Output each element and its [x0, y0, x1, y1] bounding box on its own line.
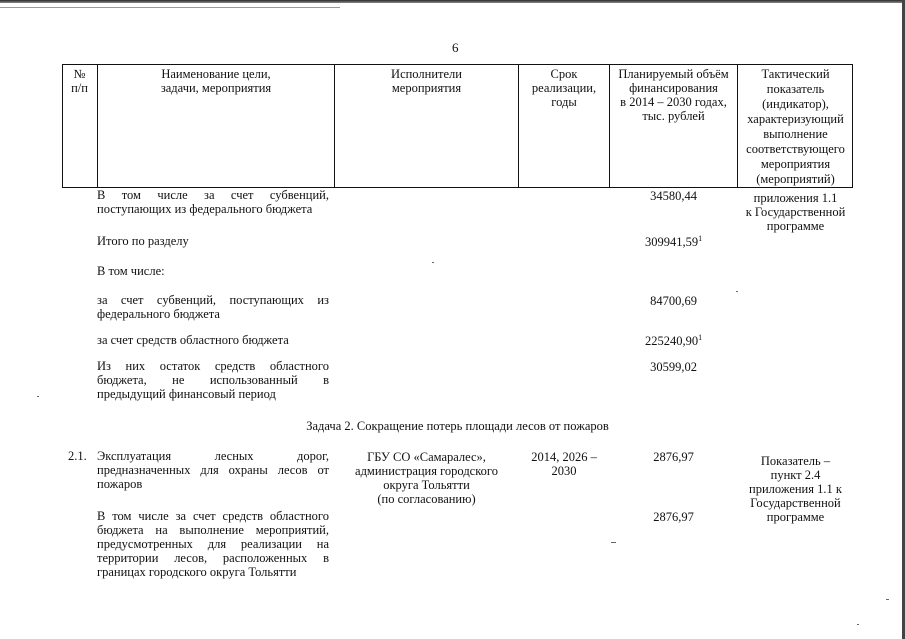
- header-executors: Исполнители мероприятия: [391, 67, 462, 95]
- task2-term: 2014, 2026 – 2030: [531, 450, 597, 478]
- scan-speck: [736, 291, 738, 292]
- row-regional-value: 225240,90: [644, 334, 699, 348]
- task2-sub-line3: предусмотренных для реализации на: [97, 537, 329, 551]
- header-indicator: Тактический показатель (индикатор), характеризующий выполнение соответствующего мероприятия (мероприятий): [746, 67, 845, 186]
- header-funding: Планируемый объём финансирования в 2014 – 2030 годах, тыс. рублей: [618, 67, 729, 123]
- header-number: № п/п: [71, 67, 88, 95]
- scan-speck: [886, 599, 889, 600]
- task2-title: Задача 2. Сокращение потерь площади лесов от пожаров: [306, 419, 609, 433]
- header-term: Срок реализации, годы: [531, 67, 597, 109]
- task2-indicator: Показатель – пункт 2.4 приложения 1.1 к Государственной программе: [749, 454, 842, 524]
- scan-speck: [432, 262, 434, 263]
- row-federal-amount: 84700,69: [650, 294, 697, 308]
- task2-executors: ГБУ СО «Самаралес», администрация городского округа Тольятти (по согласованию): [355, 450, 498, 506]
- row-remainder-line2: бюджета, не использованный в: [97, 373, 329, 387]
- task2-name-line3: пожаров: [97, 477, 143, 491]
- row-subventions-federal-amount: 34580,44: [650, 189, 697, 203]
- row-regional-amount: [610, 334, 737, 348]
- row-regional-label: за счет средств областного бюджета: [97, 333, 289, 347]
- task2-sub-line5: границах городского округа Тольятти: [97, 565, 297, 579]
- scan-top-line: [0, 7, 340, 8]
- row-federal-line2: федерального бюджета: [97, 307, 220, 321]
- scan-speck: [37, 396, 39, 397]
- task2-amount: 2876,97: [653, 450, 694, 464]
- row-subventions-federal-line2: поступающих из федерального бюджета: [97, 202, 313, 216]
- task2-sub-line2: бюджета на выполнение мероприятий,: [97, 523, 329, 537]
- scan-speck: [611, 542, 616, 543]
- row-total-amount: [610, 235, 737, 249]
- page-number: 6: [452, 40, 459, 55]
- header-name: Наименование цели, задачи, мероприятия: [160, 67, 272, 95]
- task2-name-line1: Эксплуатация лесных дорог,: [97, 449, 329, 463]
- footnote-marker: 1: [698, 332, 703, 342]
- row-total-label: Итого по разделу: [97, 234, 189, 248]
- task2-sub-line4: территории лесов, расположенных в: [97, 551, 329, 565]
- task2-name-line2: предназначенных для охраны лесов от: [97, 463, 329, 477]
- row-including-label: В том числе:: [97, 264, 165, 278]
- indicator-continuation: приложения 1.1 к Государственной программе: [745, 191, 846, 233]
- row-remainder-line3: предыдущий финансовый период: [97, 387, 276, 401]
- row-federal-line1: за счет субвенций, поступающих из: [97, 293, 329, 307]
- task2-sub-line1: В том числе за счет средств областного: [97, 509, 329, 523]
- task2-sub-amount: 2876,97: [653, 510, 694, 524]
- row-remainder-amount: 30599,02: [650, 360, 697, 374]
- row-total-value: 309941,59: [644, 235, 699, 249]
- footnote-marker: 1: [698, 233, 703, 243]
- task2-item-number: 2.1.: [68, 449, 87, 463]
- row-subventions-federal-line1: В том числе за счет субвенций,: [97, 188, 329, 202]
- scan-top-edge: [0, 0, 905, 3]
- row-remainder-line1: Из них остаток средств областного: [97, 359, 329, 373]
- scan-speck: [857, 624, 859, 625]
